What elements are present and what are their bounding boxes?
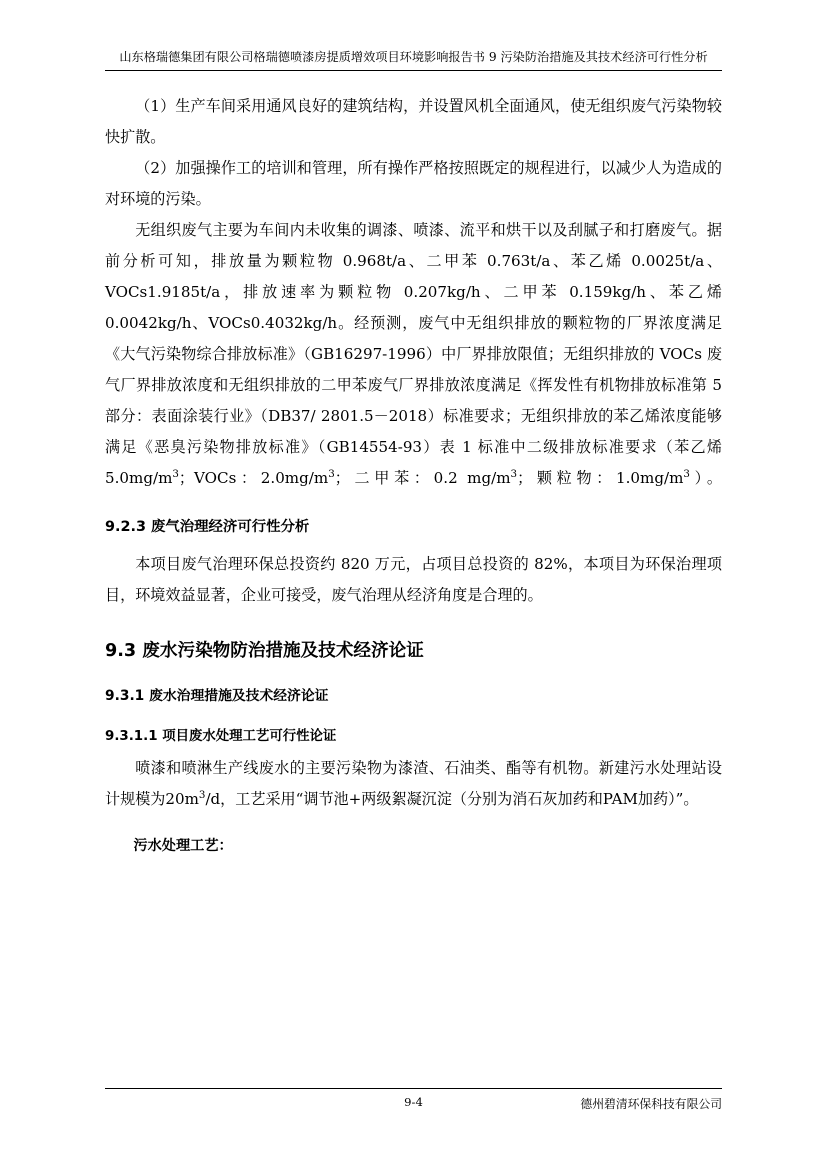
footer-row	[105, 1095, 722, 1119]
paragraph-3-sup-1: 3	[172, 468, 179, 481]
paragraph-3-text: 无组织废气主要为车间内未收集的调漆、喷漆、流平和烘干以及刮腻子和打磨废气。据前分析可知，排放量为颗粒物 0.968t/a、二甲苯 0.763t/a、苯乙烯 0.0025t/a、VOCs1.9185t/a，排放速率为颗粒物 0.207kg/h、二甲苯 0.159kg/h、苯乙烯 0.0042kg/h、VOCs0.4032kg/h。经预测，废气中无组织排放的颗粒物的厂界浓度满足《大气污染物综合排放标准》（GB16297-1996）中厂界排放限值；无组织排放的 VOCs 废气厂界排放浓度和无组织排放的二甲苯废气厂界排放浓度满足《挥发性有机物排放标准第 5 部分：表面涂装行业》（DB37/ 2801.5－2018）标准要求；无组织排放的苯乙烯浓度能够满足《恶臭污染物排放标准》（GB14554-93）表 1 标准中二级排放标准要求（苯乙烯 5.0mg/m	[105, 221, 722, 488]
paragraph-3-text-e: ）。	[689, 469, 722, 488]
paragraph-3-text-d: ；颗粒物：1.0mg/m	[517, 469, 684, 488]
heading-9-3: 9.3 废水污染物防治措施及技术经济论证	[105, 641, 424, 662]
paragraph-3-text-c: ；二甲苯：0.2 mg/m	[334, 469, 511, 488]
running-header: 山东格瑞德集团有限公司格瑞德喷漆房提质增效项目环境影响报告书 9 污染防治措施及其技术经济可行性分析	[105, 48, 722, 71]
paragraph-9-3-1-1-1	[105, 753, 722, 815]
paragraph-3	[105, 215, 722, 494]
paragraph-3-sup-3: 3	[510, 468, 518, 481]
footer-divider	[105, 1088, 722, 1089]
paragraph-1: （1）生产车间采用通风良好的建筑结构，并设置风机全面通风，使无组织废气污染物较快扩散。	[105, 97, 722, 147]
sewage-process-lead: 污水处理工艺：	[133, 837, 233, 854]
paragraph-9-2-3-1: 本项目废气治理环保总投资约 820 万元，占项目总投资的 82%，本项目为环保治理项目，环境效益显著，企业可接受，废气治理从经济角度是合理的。	[105, 555, 722, 605]
paragraph-wastewater-text-a: 喷漆和喷淋生产线废水的主要污染物为漆渣、石油类、酯等有机物。新建污水处理站设计规模为20m	[105, 758, 722, 808]
heading-9-3-1-1: 9.3.1.1 项目废水处理工艺可行性论证	[105, 728, 337, 744]
heading-9-3-1: 9.3.1 废水治理措施及技术经济论证	[105, 688, 329, 705]
paragraph-3-sup-2: 3	[328, 468, 335, 481]
page-footer	[105, 1088, 722, 1119]
paragraph-3-sup-4: 3	[683, 468, 690, 481]
body-text	[105, 91, 722, 862]
paragraph-wastewater-text-b: /d，工艺采用“调节池+两级絮凝沉淀（分别为消石灰加药和PAM加药）”。	[205, 789, 699, 808]
paragraph-2: （2）加强操作工的培训和管理，所有操作严格按照既定的规程进行，以减少人为造成的对环境的污染。	[105, 159, 722, 209]
heading-9-2-3: 9.2.3 废气治理经济可行性分析	[105, 519, 310, 536]
paragraph-3-text-b: ；VOCs：2.0mg/m	[178, 469, 329, 488]
footer-page-number: 9-4	[404, 1095, 423, 1109]
paragraph-wastewater-sup: 3	[198, 788, 206, 801]
page-content	[105, 48, 722, 862]
footer-organization: 德州碧清环保科技有限公司	[580, 1097, 722, 1111]
